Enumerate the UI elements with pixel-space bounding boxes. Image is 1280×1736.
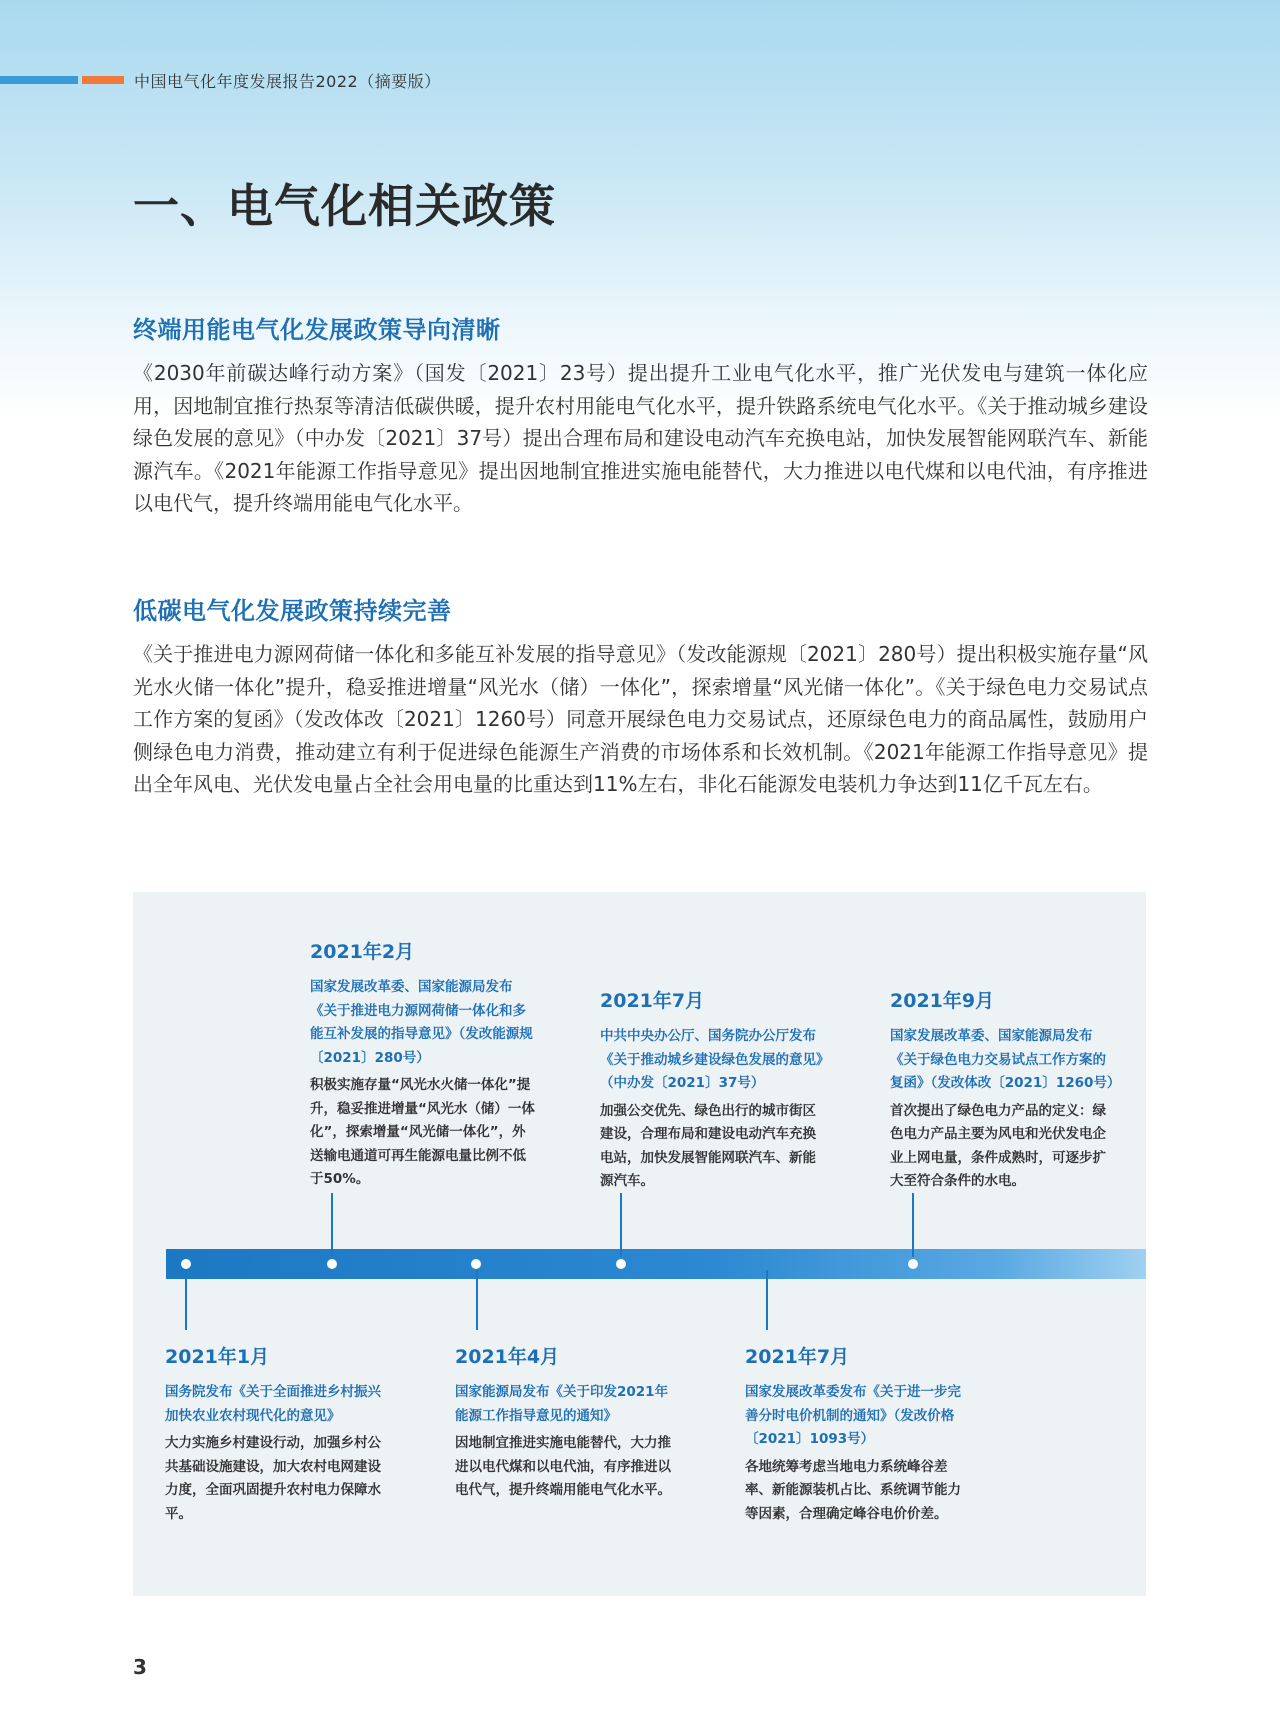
event-source: 国务院发布《关于全面推进乡村振兴加快农业农村现代化的意见》 bbox=[165, 1384, 381, 1424]
event-source: 国家发展改革委、国家能源局发布《关于推进电力源网荷储一体化和多能互补发展的指导意见》（发改能源规〔2021〕280号） bbox=[310, 979, 533, 1066]
timeline-dot bbox=[327, 1259, 337, 1269]
event-date: 2021年7月 bbox=[745, 1346, 850, 1368]
page-title: 一、电气化相关政策 bbox=[133, 179, 556, 233]
paragraph-terminal-electrification: 《2030年前碳达峰行动方案》（国发〔2021〕23号）提出提升工业电气化水平，推广光伏发电与建筑一体化应用，因地制宜推行热泵等清洁低碳供暖，提升农村用能电气化水平，提升铁路系统电气化水平。《关于推动城乡建设绿色发展的意见》（中办发〔2021〕37号）提出合理布局和建设电动汽车充换电站，加快发展智能网联汽车、新能源汽车。《2021年能源工作指导意见》提出因地制宜推进实施电能替代，大力推进以电代煤和以电代油，有序推进以电代气，提升终端用能电气化水平。 bbox=[133, 361, 1148, 515]
event-source: 国家能源局发布《关于印发2021年能源工作指导意见的通知》 bbox=[455, 1384, 669, 1424]
timeline-connector bbox=[476, 1270, 478, 1330]
timeline-event bbox=[745, 1342, 970, 1526]
event-description: 首次提出了绿色电力产品的定义：绿色电力产品主要为风电和光伏发电企业上网电量，条件成熟时，可逐步扩大至符合条件的水电。 bbox=[890, 1102, 1106, 1189]
header-accent-blue bbox=[0, 76, 78, 84]
paragraph-low-carbon-electrification: 《关于推进电力源网荷储一体化和多能互补发展的指导意见》（发改能源规〔2021〕280号）提出积极实施存量“风光水火储一体化”提升，稳妥推进增量“风光水（储）一体化”，探索增量“风光储一体化”。《关于绿色电力交易试点工作方案的复函》（发改体改〔2021〕1260号）同意开展绿色电力交易试点，还原绿色电力的商品属性，鼓励用户侧绿色电力消费，推动建立有利于促进绿色能源生产消费的市场体系和长效机制。《2021年能源工作指导意见》提出全年风电、光伏发电量占全社会用电量的比重达到11%左右，非化石能源发电装机力争达到11亿千瓦左右。 bbox=[133, 642, 1148, 796]
event-description: 加强公交优先、绿色出行的城市街区建设，合理布局和建设电动汽车充换电站，加快发展智能网联汽车、新能源汽车。 bbox=[600, 1102, 816, 1189]
timeline-bar bbox=[166, 1249, 1146, 1279]
event-date: 2021年1月 bbox=[165, 1346, 270, 1368]
timeline-dot bbox=[471, 1259, 481, 1269]
timeline-dot bbox=[908, 1259, 918, 1269]
timeline-connector bbox=[766, 1270, 768, 1330]
event-description: 各地统筹考虑当地电力系统峰谷差率、新能源装机占比、系统调节能力等因素，合理确定峰谷电价价差。 bbox=[745, 1458, 961, 1522]
timeline-event bbox=[600, 986, 825, 1194]
event-description: 积极实施存量“风光水火储一体化”提升，稳妥推进增量“风光水（储）一体化”，探索增量“风光储一体化”，外送输电通道可再生能源电量比例不低于50%。 bbox=[310, 1077, 535, 1187]
event-date: 2021年7月 bbox=[600, 990, 705, 1012]
timeline-event bbox=[310, 937, 535, 1192]
timeline-connector bbox=[185, 1270, 187, 1330]
timeline-dot bbox=[181, 1259, 191, 1269]
timeline-connector bbox=[331, 1193, 333, 1257]
event-source: 中共中央办公厅、国务院办公厅发布《关于推动城乡建设绿色发展的意见》（中办发〔2021〕37号） bbox=[600, 1028, 823, 1091]
header-accent-bar bbox=[0, 76, 124, 84]
timeline-connector bbox=[912, 1193, 914, 1257]
timeline-dot bbox=[616, 1259, 626, 1269]
event-date: 2021年4月 bbox=[455, 1346, 560, 1368]
subheading-terminal-electrification: 终端用能电气化发展政策导向清晰 bbox=[133, 316, 501, 344]
page-number: 3 bbox=[133, 1655, 147, 1679]
timeline-event bbox=[890, 986, 1121, 1194]
timeline-event bbox=[165, 1342, 390, 1526]
event-description: 因地制宜推进实施电能替代，大力推进以电代煤和以电代油，有序推进以电代气，提升终端用能电气化水平。 bbox=[455, 1435, 671, 1498]
event-date: 2021年2月 bbox=[310, 941, 415, 963]
header-accent-orange bbox=[82, 76, 124, 84]
timeline-event bbox=[455, 1342, 680, 1503]
timeline-connector bbox=[620, 1193, 622, 1257]
event-description: 大力实施乡村建设行动，加强乡村公共基础设施建设，加大农村电网建设力度，全面巩固提升农村电力保障水平。 bbox=[165, 1435, 381, 1522]
report-title: 中国电气化年度发展报告2022（摘要版） bbox=[134, 72, 441, 91]
subheading-low-carbon-electrification: 低碳电气化发展政策持续完善 bbox=[133, 597, 452, 625]
event-source: 国家发展改革委、国家能源局发布《关于绿色电力交易试点工作方案的复函》（发改体改〔2021〕1260号） bbox=[890, 1028, 1121, 1091]
event-source: 国家发展改革委发布《关于进一步完善分时电价机制的通知》（发改价格〔2021〕1093号） bbox=[745, 1384, 961, 1447]
event-date: 2021年9月 bbox=[890, 990, 995, 1012]
